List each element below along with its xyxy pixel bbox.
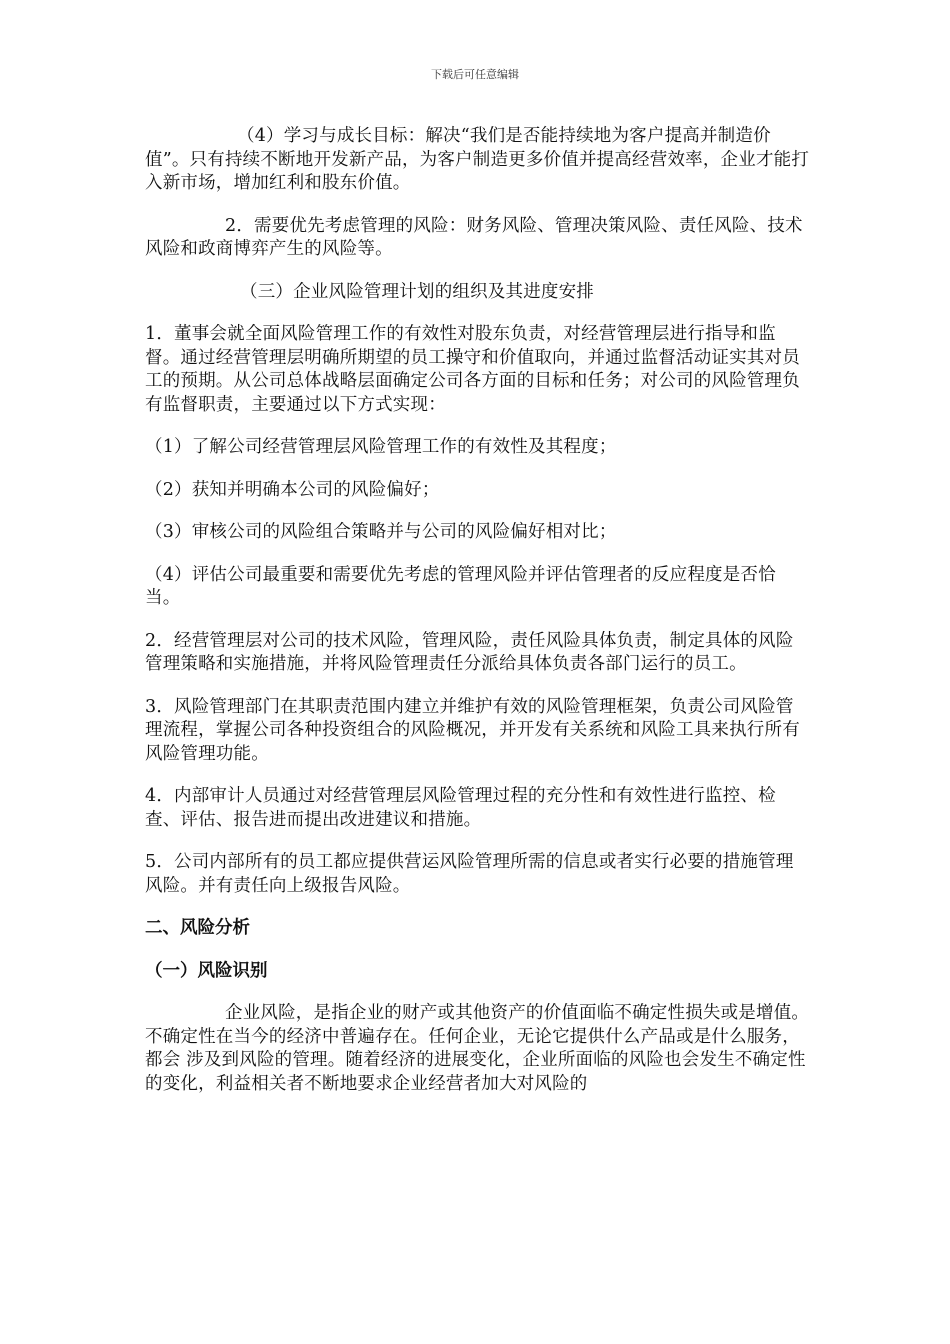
paragraph-learning-growth: （4）学习与成长目标：解决“我们是否能持续地为客户提高并制造价值”。只有持续不断地开发新产品，为客户制造更多价值并提高经营效率，企业才能打入新市场，增加红利和股东价值。 — [145, 126, 810, 193]
paragraph-risk-department: 3．风险管理部门在其职责范围内建立并维护有效的风险管理框架，负责公司风险管理流程，掌握公司各种投资组合的风险概况，并开发有关系统和风险工具来执行所有风险管理功能。 — [145, 696, 800, 764]
list-item-2: （2）获知并明确本公司的风险偏好； — [145, 479, 440, 500]
heading-risk-analysis: 二、风险分析 — [145, 918, 250, 938]
paragraph-board: 1．董事会就全面风险管理工作的有效性对股东负责，对经营管理层进行指导和监督。通过经营管理层明确所期望的员工操守和价值取向，并通过监督活动证实其对员工的预期。从公司总体战略层面确定公司各方面的目标和任务；对公司的风险管理负有监督职责，主要通过以下方式实现： — [145, 324, 800, 415]
list-item-1: （1）了解公司经营管理层风险管理工作的有效性及其程度； — [145, 437, 617, 457]
paragraph-priority-risks: 2．需要优先考虑管理的风险：财务风险、管理决策风险、责任风险、技术风险和政商博弈产生的风险等。 — [145, 215, 803, 259]
section-heading-organization: （三）企业风险管理计划的组织及其进度安排 — [240, 281, 594, 302]
list-item-4: （4）评估公司最重要和需要优先考虑的管理风险并评估管理者的反应程度是否恰当。 — [145, 564, 776, 608]
paragraph-all-staff: 5．公司内部所有的员工都应提供营运风险管理所需的信息或者实行必要的措施管理风险。并有责任向上级报告风险。 — [145, 852, 794, 896]
paragraph-enterprise-risk: 企业风险，是指企业的财产或其他资产的价值面临不确定性损失或是增值。不确定性在当今的经济中普遍存在。任何企业，无论它提供什么产品或是什么服务，都会 涉及到风险的管理。随着经济的进展变化，企业所面临的风险也会发生不确定性的变化，利益相关者不断地要求企业经营者加大对风险的 — [145, 1003, 810, 1094]
heading-risk-identification: （一）风险识别 — [145, 960, 268, 981]
paragraph-internal-audit: 4．内部审计人员通过对经营管理层风险管理过程的充分性和有效性进行监控、检查、评估、报告进而提出改进建议和措施。 — [145, 786, 776, 830]
document-body — [145, 125, 810, 1115]
paragraph-management: 2．经营管理层对公司的技术风险，管理风险，责任风险具体负责，制定具体的风险管理策略和实施措施，并将风险管理责任分派给具体负责各部门运行的员工。 — [145, 630, 794, 674]
page-header: 下载后可任意编辑 — [431, 68, 519, 81]
list-item-3: （3）审核公司的风险组合策略并与公司的风险偏好相对比； — [145, 522, 617, 542]
